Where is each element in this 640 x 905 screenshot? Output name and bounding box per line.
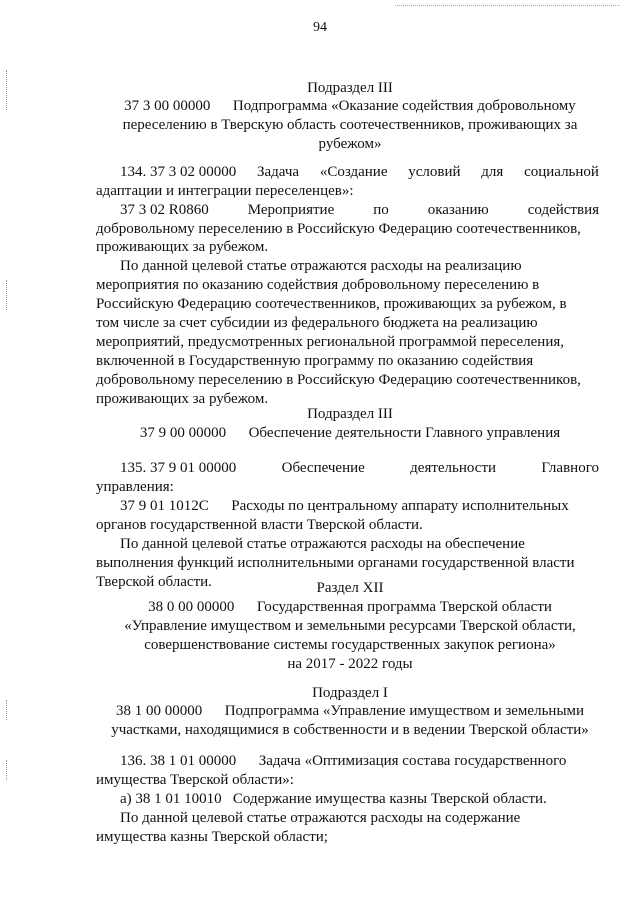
task-line: 134. 37 3 02 00000 Задача «Создание условий для социальной (120, 164, 599, 180)
measure-line: 37 3 02 R0860 Мероприятие по оказанию содействия (120, 202, 599, 218)
scan-artifact (6, 760, 8, 780)
body-text: органов государственной власти Тверской области. (96, 517, 423, 533)
body-text: включенной в Государственную программу по оказанию содействия (96, 353, 534, 369)
page-number: 94 (313, 20, 327, 35)
program-heading: «Управление имуществом и земельными ресурсами Тверской области, (124, 618, 576, 634)
subsection-heading: Подраздел III (307, 80, 393, 96)
body-text: адаптации и интеграции переселенцев»: (96, 183, 354, 199)
body-text: добровольному переселению в Российскую Федерацию соотечественников, (96, 372, 581, 388)
program-heading: совершенствование системы государственных закупок региона» (144, 637, 556, 653)
task-line: 135. 37 9 01 00000 Обеспечение деятельности Главного (120, 460, 599, 476)
scan-artifact (6, 70, 8, 110)
body-text: Российскую Федерацию соотечественников, проживающих за рубежом, в (96, 296, 567, 312)
body-text: 37 9 01 1012С Расходы по центральному аппарату исполнительных (120, 498, 569, 514)
subprogram-heading: рубежом» (318, 136, 382, 152)
body-text: имущества казны Тверской области; (96, 829, 328, 845)
subsection-heading: Подраздел I (312, 685, 388, 701)
scan-artifact (6, 280, 8, 310)
subprogram-heading: 38 1 00 00000 Подпрограмма «Управление имуществом и земельными (115, 703, 585, 719)
program-heading: на 2017 - 2022 годы (287, 656, 413, 672)
subsection-title: 37 9 00 00000 Обеспечение деятельности Главного управления (139, 425, 561, 441)
body-text: По данной целевой статье отражаются расходы на содержание (120, 810, 521, 826)
body-text: По данной целевой статье отражаются расходы на обеспечение (120, 536, 525, 552)
scan-artifact (6, 700, 8, 720)
body-text: проживающих за рубежом. (96, 239, 269, 255)
subprogram-heading: участками, находящимися в собственности и в ведении Тверской области» (111, 722, 589, 738)
body-text: По данной целевой статье отражаются расходы на реализацию (120, 258, 522, 274)
task-line: 136. 38 1 01 00000 Задача «Оптимизация состава государственного (120, 753, 567, 769)
program-heading: 38 0 00 00000 Государственная программа Тверской области (148, 599, 552, 615)
body-text: Тверской области. (96, 574, 212, 590)
body-text: имущества Тверской области»: (96, 772, 294, 788)
body-text: проживающих за рубежом. (96, 391, 269, 407)
subprogram-heading: 37 3 00 00000 Подпрограмма «Оказание содействия добровольному (124, 98, 576, 114)
body-text: мероприятия по оказанию содействия добровольному переселению в (96, 277, 540, 293)
body-text: добровольному переселению в Российскую Федерацию соотечественников, (96, 221, 581, 237)
section-heading: Раздел XII (316, 580, 384, 596)
subprogram-heading: переселению в Тверскую область соотечественников, проживающих за (122, 117, 578, 133)
body-text: выполнения функций исполнительными органами государственной власти (96, 555, 575, 571)
subsection-heading: Подраздел III (307, 406, 393, 422)
body-text: том числе за счет субсидии из федерального бюджета на реализацию (96, 315, 538, 331)
body-text: управления: (96, 479, 174, 495)
body-text: а) 38 1 01 10010 Содержание имущества казны Тверской области. (120, 791, 547, 807)
scan-artifact (395, 5, 620, 7)
body-text: мероприятий, предусмотренных региональной программой переселения, (96, 334, 565, 350)
